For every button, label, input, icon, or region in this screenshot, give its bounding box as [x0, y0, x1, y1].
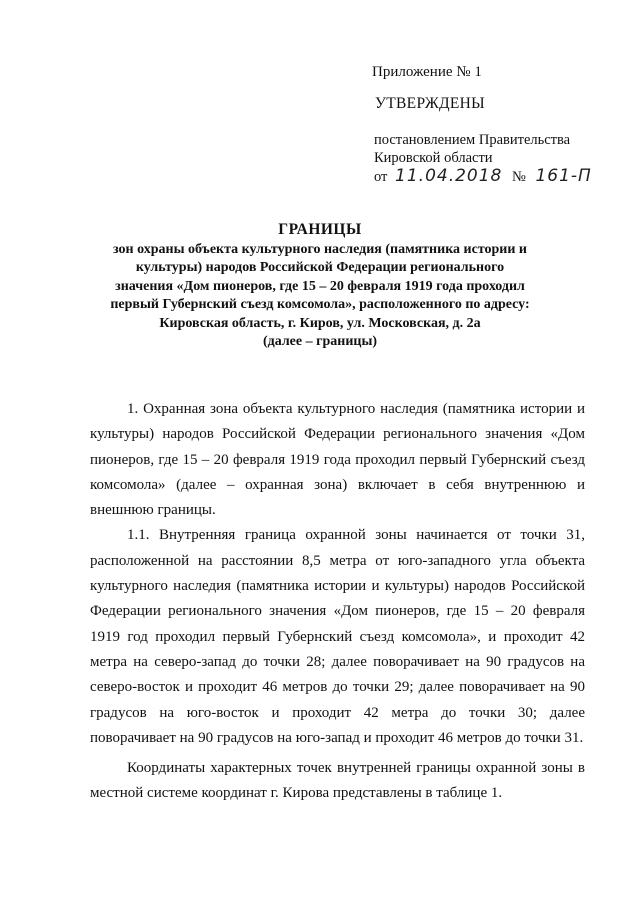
title-line: культуры) народов Российской Федерации регионального	[135, 260, 505, 275]
title-heading: ГРАНИЦЫ	[278, 221, 362, 238]
title-line: (далее – границы)	[262, 334, 378, 349]
decree-number-handwritten: 161-П	[535, 166, 592, 186]
appendix-label: Приложение № 1	[372, 64, 482, 80]
document-title	[100, 221, 540, 352]
decree-line-2: Кировской области	[374, 150, 493, 166]
title-line: Кировская область, г. Киров, ул. Московская, д. 2а	[159, 315, 481, 331]
decree-date-handwritten: 11.04.2018	[395, 166, 503, 186]
document-body	[90, 397, 585, 807]
decree-number-sign: №	[512, 169, 526, 185]
title-line: зон охраны объекта культурного наследия (памятника истории и	[112, 241, 528, 257]
decree-line-3	[374, 167, 592, 186]
decree-from: от	[374, 169, 388, 185]
approved-label: УТВЕРЖДЕНЫ	[375, 95, 485, 112]
paragraph-1-1: 1.1. Внутренняя граница охранной зоны начинается от точки 31, расположенной на расстоянии 8,5 метра от юго-западного угла объекта культурного наследия (памятника истории и культуры) народов Российской Федерации регионального значения «Дом пионеров, где 15 – 20 февраля 1919 год проходил первый Губернский съезд комсомола», и проходит 42 метра на северо-запад до точки 28; далее поворачивает на 90 градусов на северо-восток и проходит 46 метров до точки 29; далее поворачивает на 90 градусов на юго-восток и проходит 42 метра до точки 30; далее поворачивает на 90 градусов на юго-запад и проходит 46 метров до точки 31.	[90, 527, 585, 746]
title-line: первый Губернский съезд комсомола», расположенного по адресу:	[110, 297, 530, 312]
decree-line-1: постановлением Правительства	[374, 132, 571, 148]
decree-block	[374, 131, 592, 186]
title-line: значения «Дом пионеров, где 15 – 20 февраля 1919 года проходил	[115, 278, 525, 294]
paragraph-coordinates: Координаты характерных точек внутренней границы охранной зоны в местной системе координат г. Кирова представлены в таблице 1.	[90, 760, 585, 802]
paragraph-1: 1. Охранная зона объекта культурного наследия (памятника истории и культуры) народов Российской Федерации регионального значения «Дом пионеров, где 15 – 20 февраля 1919 года проходил первый Губернский съезд комсомола» (далее – охранная зона) включает в себя внутреннюю и внешнюю границы.	[90, 401, 585, 519]
